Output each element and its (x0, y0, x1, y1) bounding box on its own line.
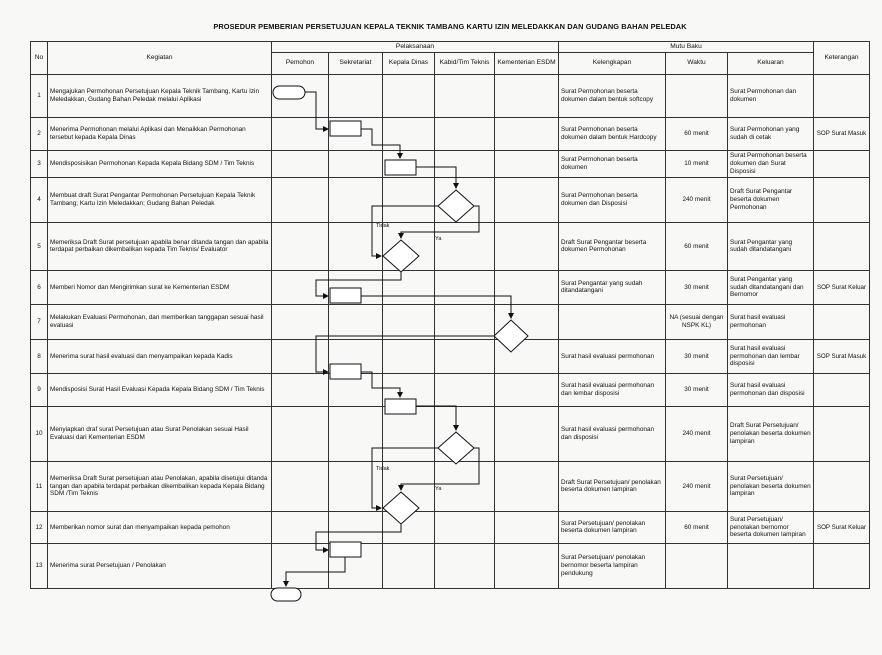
lane-sekretariat-cell (329, 543, 383, 588)
lane-pemohon-cell (272, 406, 329, 461)
lane-kabid-cell (435, 339, 495, 373)
kelengkapan-cell: Surat Permohonan beserta dokumen (559, 150, 666, 177)
keluaran-cell: Surat hasil evaluasi permohonan dan lembar disposisi (728, 339, 814, 373)
row-number: 13 (31, 543, 48, 588)
waktu-cell (666, 543, 728, 588)
table-row (31, 177, 870, 222)
header-kelengkapan: Kelengkapan (559, 52, 666, 74)
header-lane-kabid: Kabid/Tim Teknis (435, 52, 495, 74)
document-title: PROSEDUR PEMBERIAN PERSETUJUAN KEPALA TEKNIK TAMBANG KARTU IZIN MELEDAKKAN DAN GUDANG BAHAN PELEDAK (213, 22, 687, 31)
table-row (31, 150, 870, 177)
lane-pemohon-cell (272, 270, 329, 304)
row-number: 12 (31, 511, 48, 543)
lane-kepala-dinas-cell (383, 270, 435, 304)
kelengkapan-cell: Surat Permohonan beserta dokumen dan Disposisi (559, 177, 666, 222)
lane-kepala-dinas-cell (383, 339, 435, 373)
label-ya: Ya (435, 486, 442, 492)
lane-esdm-cell (495, 304, 559, 339)
header-keluaran: Keluaran (728, 52, 814, 74)
kelengkapan-cell (559, 304, 666, 339)
row-number: 2 (31, 117, 48, 150)
table-row (31, 511, 870, 543)
row-number: 1 (31, 74, 48, 117)
lane-esdm-cell (495, 117, 559, 150)
kelengkapan-cell: Surat hasil evaluasi permohonan dan disposisi (559, 406, 666, 461)
kegiatan-cell: Menyiapkan draf surat Persetujuan atau Surat Penolakan sesuai Hasil Evaluasi dari Kementerian ESDM (48, 406, 272, 461)
header-waktu: Waktu (666, 52, 728, 74)
lane-kabid-cell (435, 150, 495, 177)
waktu-cell: 60 menit (666, 511, 728, 543)
row-number: 3 (31, 150, 48, 177)
kegiatan-cell: Memeriksa Draft Surat persetujuan apabila benar ditanda tangan dan apabila terdapat perbaikan dikembalikan kepada Tim Teknis/ Evaluator (48, 222, 272, 270)
waktu-cell: 240 menit (666, 406, 728, 461)
waktu-cell: 240 menit (666, 177, 728, 222)
table-row (31, 222, 870, 270)
lane-pemohon-cell (272, 543, 329, 588)
lane-sekretariat-cell (329, 74, 383, 117)
lane-kepala-dinas-cell (383, 222, 435, 270)
keterangan-cell (814, 461, 870, 511)
waktu-cell: 60 menit (666, 222, 728, 270)
lane-esdm-cell (495, 74, 559, 117)
table-row (31, 74, 870, 117)
lane-sekretariat-cell (329, 511, 383, 543)
lane-sekretariat-cell (329, 461, 383, 511)
keluaran-cell: Draft Surat Pengantar beserta dokumen Permohonan (728, 177, 814, 222)
header-keterangan: Keterangan (814, 42, 870, 75)
keterangan-cell: SOP Surat Masuk (814, 117, 870, 150)
kelengkapan-cell: Draft Surat Pengantar beserta dokumen Permohonan (559, 222, 666, 270)
lane-esdm-cell (495, 270, 559, 304)
header-kegiatan: Kegiatan (48, 42, 272, 75)
table-row (31, 117, 870, 150)
row-number: 10 (31, 406, 48, 461)
lane-kepala-dinas-cell (383, 150, 435, 177)
waktu-cell (666, 74, 728, 117)
header-pelaksanaan: Pelaksanaan (272, 42, 559, 53)
lane-pemohon-cell (272, 117, 329, 150)
kegiatan-cell: Melakukan Evaluasi Permohonan, dan memberikan tanggapan sesuai hasil evaluasi (48, 304, 272, 339)
table-row (31, 304, 870, 339)
keterangan-cell (814, 222, 870, 270)
kegiatan-cell: Menerima surat Persetujuan / Penolakan (48, 543, 272, 588)
lane-sekretariat-cell (329, 150, 383, 177)
lane-sekretariat-cell (329, 222, 383, 270)
kegiatan-cell: Menerima surat hasil evaluasi dan menyampaikan kepada Kadis (48, 339, 272, 373)
row-number: 6 (31, 270, 48, 304)
lane-pemohon-cell (272, 177, 329, 222)
lane-kabid-cell (435, 74, 495, 117)
header-lane-sekretariat: Sekretariat (329, 52, 383, 74)
lane-kabid-cell (435, 373, 495, 406)
lane-esdm-cell (495, 406, 559, 461)
kegiatan-cell: Mendisposisi Surat Hasil Evaluasi Kepada Kepala Bidang SDM / Tim Teknis (48, 373, 272, 406)
kegiatan-cell: Membuat draft Surat Pengantar Permohonan Persetujuan Kepala Teknik Tambang; Kartu Izin Meledakkan; Gudang Bahan Peledak (48, 177, 272, 222)
lane-kepala-dinas-cell (383, 117, 435, 150)
kelengkapan-cell: Surat Permohonan beserta dokumen dalam bentuk Hardcopy (559, 117, 666, 150)
lane-kabid-cell (435, 222, 495, 270)
keterangan-cell (814, 543, 870, 588)
keluaran-cell: Surat Pengantar yang sudah ditandatangani (728, 222, 814, 270)
lane-kabid-cell (435, 543, 495, 588)
lane-pemohon-cell (272, 511, 329, 543)
row-number: 9 (31, 373, 48, 406)
label-tidak: Tidak (376, 223, 390, 229)
table-row (31, 270, 870, 304)
lane-esdm-cell (495, 461, 559, 511)
kegiatan-cell: Memberi Nomor dan Mengirimkan surat ke Kementerian ESDM (48, 270, 272, 304)
kelengkapan-cell: Surat Pengantar yang sudah ditandatangani (559, 270, 666, 304)
lane-pemohon-cell (272, 339, 329, 373)
table-row (31, 406, 870, 461)
kelengkapan-cell: Surat Permohonan beserta dokumen dalam bentuk softcopy (559, 74, 666, 117)
kegiatan-cell: Memeriksa Draft Surat persetujuan atau Penolakan, apabila disetujui ditanda tangan dan apabila terdapat perbaikan dikembalikan kepada Kepala Bidang SDM /Tim Teknis (48, 461, 272, 511)
sop-table (30, 41, 870, 589)
lane-esdm-cell (495, 543, 559, 588)
keluaran-cell (728, 543, 814, 588)
lane-esdm-cell (495, 177, 559, 222)
kelengkapan-cell: Draft Surat Persetujuan/ penolakan beserta dokumen lampiran (559, 461, 666, 511)
keluaran-cell: Surat Permohonan yang sudah di cetak (728, 117, 814, 150)
row-number: 7 (31, 304, 48, 339)
lane-kepala-dinas-cell (383, 461, 435, 511)
row-number: 4 (31, 177, 48, 222)
waktu-cell: 60 menit (666, 117, 728, 150)
keluaran-cell: Surat Persetujuan/ penolakan bernomor beserta dokumen lampiran (728, 511, 814, 543)
header-lane-kepala-dinas: Kepala Dinas (383, 52, 435, 74)
lane-kepala-dinas-cell (383, 177, 435, 222)
header-lane-pemohon: Pemohon (272, 52, 329, 74)
lane-kabid-cell (435, 461, 495, 511)
lane-sekretariat-cell (329, 117, 383, 150)
keluaran-cell: Surat hasil evaluasi permohonan (728, 304, 814, 339)
keterangan-cell: SOP Surat Keluar (814, 511, 870, 543)
waktu-cell: 30 menit (666, 270, 728, 304)
keterangan-cell (814, 304, 870, 339)
keterangan-cell (814, 74, 870, 117)
lane-pemohon-cell (272, 461, 329, 511)
lane-pemohon-cell (272, 222, 329, 270)
lane-esdm-cell (495, 150, 559, 177)
lane-sekretariat-cell (329, 339, 383, 373)
lane-esdm-cell (495, 373, 559, 406)
lane-sekretariat-cell (329, 177, 383, 222)
row-number: 11 (31, 461, 48, 511)
kelengkapan-cell: Surat Persetujuan/ penolakan bernomor beserta lampiran pendukung (559, 543, 666, 588)
lane-sekretariat-cell (329, 270, 383, 304)
table-row (31, 461, 870, 511)
lane-sekretariat-cell (329, 406, 383, 461)
lane-kepala-dinas-cell (383, 543, 435, 588)
header-no: No (31, 42, 48, 75)
waktu-cell: 10 menit (666, 150, 728, 177)
lane-sekretariat-cell (329, 373, 383, 406)
keluaran-cell: Draft Surat Persetujuan/ penolakan beserta dokumen lampiran (728, 406, 814, 461)
lane-sekretariat-cell (329, 304, 383, 339)
table-row (31, 339, 870, 373)
kegiatan-cell: Menerima Permohonan melalui Aplikasi dan Menaikkan Permohonan tersebut kepada Kepala Dinas (48, 117, 272, 150)
lane-kepala-dinas-cell (383, 74, 435, 117)
keterangan-cell (814, 177, 870, 222)
waktu-cell: 30 menit (666, 373, 728, 406)
lane-kabid-cell (435, 270, 495, 304)
lane-kabid-cell (435, 177, 495, 222)
keluaran-cell: Surat Permohonan beserta dokumen dan Surat Disposisi (728, 150, 814, 177)
row-number: 8 (31, 339, 48, 373)
keterangan-cell: SOP Surat Keluar (814, 270, 870, 304)
lane-kabid-cell (435, 511, 495, 543)
lane-kabid-cell (435, 117, 495, 150)
lane-kepala-dinas-cell (383, 373, 435, 406)
lane-esdm-cell (495, 222, 559, 270)
table-row (31, 373, 870, 406)
lane-esdm-cell (495, 339, 559, 373)
keterangan-cell (814, 406, 870, 461)
keterangan-cell: SOP Surat Masuk (814, 339, 870, 373)
keluaran-cell: Surat Permohonan dan dokumen (728, 74, 814, 117)
lane-kepala-dinas-cell (383, 304, 435, 339)
table-row (31, 543, 870, 588)
lane-kepala-dinas-cell (383, 511, 435, 543)
waktu-cell: NA (sesuai dengan NSPK KL) (666, 304, 728, 339)
kelengkapan-cell: Surat hasil evaluasi permohonan (559, 339, 666, 373)
lane-pemohon-cell (272, 150, 329, 177)
keluaran-cell: Surat Pengantar yang sudah ditandatangani dan Bernomor (728, 270, 814, 304)
waktu-cell: 30 menit (666, 339, 728, 373)
header-lane-esdm: Kementerian ESDM (495, 52, 559, 74)
lane-kepala-dinas-cell (383, 406, 435, 461)
lane-pemohon-cell (272, 304, 329, 339)
kelengkapan-cell: Surat Persetujuan/ penolakan beserta dokumen lampiran (559, 511, 666, 543)
kegiatan-cell: Mendisposisikan Permohonan Kepada Kepala Bidang SDM / Tim Teknis (48, 150, 272, 177)
lane-kabid-cell (435, 304, 495, 339)
label-tidak: Tidak (376, 466, 390, 472)
keterangan-cell (814, 150, 870, 177)
lane-esdm-cell (495, 511, 559, 543)
header-mutu-baku: Mutu Baku (559, 42, 814, 53)
kegiatan-cell: Memberikan nomor surat dan menyampaikan kepada pemohon (48, 511, 272, 543)
lane-kabid-cell (435, 406, 495, 461)
row-number: 5 (31, 222, 48, 270)
label-ya: Ya (435, 236, 442, 242)
kegiatan-cell: Mengajukan Permohonan Persetujuan Kepala Teknik Tambang, Kartu Izin Meledakkan, Gudang Bahan Peledak melalui Aplikasi (48, 74, 272, 117)
waktu-cell: 240 menit (666, 461, 728, 511)
lane-pemohon-cell (272, 74, 329, 117)
lane-pemohon-cell (272, 373, 329, 406)
end-terminator (271, 588, 301, 601)
keluaran-cell: Surat hasil evaluasi permohonan dan disposisi (728, 373, 814, 406)
keluaran-cell: Surat Persetujuan/ penolakan beserta dokumen lampiran (728, 461, 814, 511)
kelengkapan-cell: Surat hasil evaluasi permohonan dan lembar disposisi (559, 373, 666, 406)
keterangan-cell (814, 373, 870, 406)
